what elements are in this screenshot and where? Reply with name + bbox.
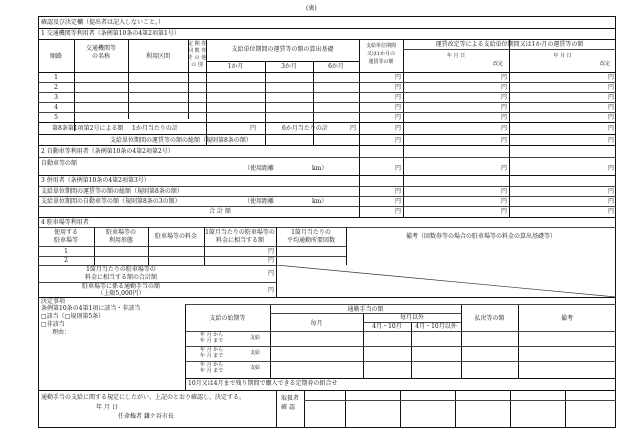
- parking-sum-label: 1箇月当たりの駐車場等の: [86, 266, 156, 273]
- combined-fare-label: 支給単位期間の運賃等の額の総額（規則第8条の額）: [41, 188, 183, 195]
- fare-total-label: 支給単位期間の運賃等の額の総額（規則第8条の額）: [110, 137, 252, 144]
- col-unit-fare: 支給単位期間: [365, 43, 396, 49]
- pass-combination-label: 10月又は4月まで残り期間で購入できる定期券の組合せ: [188, 380, 338, 387]
- decision-clause: 条例第10条の4第1項に該当・非該当: [41, 305, 141, 312]
- per-6-month-label: 6か月当たりの計: [282, 125, 328, 132]
- col-parking-form: 駐車場等の: [105, 229, 136, 236]
- decision-reason: 理由：: [52, 329, 71, 336]
- handler-confirm-label: 確 認: [281, 404, 295, 411]
- col-parking-note: 備考（回数券等の場合の駐車場等の料金の算出基礎等）: [405, 233, 556, 240]
- unused-area-strike: [276, 265, 616, 297]
- row-4: 4: [54, 104, 58, 111]
- car-section-title: 2 自動車等利用者（条例第10条の4第2項第2号）: [41, 148, 174, 155]
- col-6-month: 6か月: [328, 63, 344, 70]
- combined-car-label: 支給単位期間の自動車等の額（規則第8条の3の額）: [41, 198, 181, 205]
- col-transit-name: 交通機関等: [85, 45, 116, 52]
- change-date-2: 年 月 日: [553, 53, 572, 59]
- col-fare-basis: 支給単位期間の運賃等の額の算出基礎: [231, 46, 334, 53]
- col-refund: 払戻等の額: [474, 315, 505, 322]
- col-apr-oct: 4月・10月: [372, 323, 402, 330]
- col-start-date: 支給の始期等: [209, 315, 246, 322]
- col-route: 利用区間: [145, 53, 170, 60]
- row-5: 5: [54, 114, 58, 121]
- parking-section-title: 4 駐車場等利用者: [41, 219, 89, 226]
- clause-8-label: 第8条第1項第2号による額: [52, 125, 124, 132]
- confirm-statement: 通勤手当の支給に関する規定にしたがい、上記のとおり確認し、決定する。: [41, 394, 246, 401]
- col-1-month: 1か月: [227, 63, 244, 70]
- change-date-1: 年 月 日: [446, 53, 466, 59]
- col-parking-used: 使用する: [53, 229, 78, 236]
- col-ticket-type: 定 期 券: [188, 41, 207, 47]
- col-3-month: 3か月: [281, 63, 297, 70]
- row-1: 1: [54, 74, 58, 81]
- confirm-section-title: 確認及び決定欄（提出者は記入しないこと。）: [41, 19, 165, 26]
- row-2: 2: [54, 84, 58, 91]
- decision-applicable: □該当（□規則第5条）: [41, 313, 105, 320]
- transit-section-title: 1 交通機関等利用者（条例第10条の4第2項第1号）: [41, 30, 180, 37]
- combined-section-title: 3 併用者（条例第10条の4第2項第3号）: [41, 177, 150, 184]
- parking-row-1: 1: [64, 248, 68, 255]
- col-fare-change: 運賃改定等による支給単位期間又は1か月の運賃等の額: [435, 41, 584, 48]
- row-3: 3: [54, 94, 58, 101]
- decision-not-applicable: □非該当: [41, 321, 65, 328]
- form-page: (裏) 確認及び決定欄（提出者は記入しないこと。） 1 交通機関等利用者（条例第10条の4第2項第1号） 順路 交通機関等 の名称 利用区間 定 期 券 回 数 券 そ の 他 の 別 支給単位期間の運賃等の額の算出基礎 1か月 3か月 6か月 支給単位期間 又は1か月の 運賃等の額 運賃改定等による支給単位期間又は1か月の運賃等の額 年 月 日 改定 年 月 日 改定 1 2 3 4 5 円 円 円 円 円 円 円 円 円 円 円 円 円 円 円 第8条第1項第2号による額 1か月当たりの計 円 6か月当たりの計 円 円 円 円 支給単位期間の運賃等の額の総額（規則第8条の額） 円 円 円 2 自動車等利用者（条例第10条の4第2項第2号） 自動車等の額 （使用距離 km） 円 円 円 3 併用者（条例第10条の4第2項第3号） 支給単位期間の運賃等の額の総額（規則第8条の額） 支給単位期間の自動車等の額（規則第8条の3の額） （使用距離 km） 合 計 額 円 円 円 円 円 円 円 円 円 4 駐車場等利用者 使用する 駐車場等 駐車場等の 利用形態 駐車場等の料金 1箇月当たりの駐車場等の 料金に相当する額 1箇月当たりの 平均通勤所要回数 備考（回数券等の場合の駐車場等の料金の算出基礎等） 1 2 円 円 1箇月当たりの駐車場等の 料金に相当する額の合計額 円 駐車場等に係る通勤手当の額 （上限5,000円） 円 決定事項 条例第10条の4第1項に該当・非該当 □該当（□規則第5条） □非該当 理由： 支給の始期等 通勤手当の額 毎月 毎月以外 4月・10月 4月・10月以外 払戻等の額 備考 年 月 から 年 月 まで 支給 年 月 から 年 月 まで 支給 年 月 から 年 月 まで 支給 10月又は4月まで残り期間で購入できる定期券の組合せ 通勤手当の支給に関する規定にしたがい、上記のとおり確認し、決定する。 年 月 日 任命権者 鎌ケ谷市長 取扱者 確 認: [0, 0, 630, 439]
- side-label: (裏): [306, 5, 317, 12]
- decision-title: 決定事項: [41, 298, 66, 305]
- col-parking-monthly: 1箇月当たりの駐車場等の: [205, 229, 275, 236]
- col-monthly: 毎月: [310, 320, 323, 327]
- col-commute-amount: 通勤手当の額: [347, 306, 384, 313]
- decision-date: 年 月 日: [96, 404, 118, 411]
- col-order: 順路: [49, 53, 62, 60]
- col-other-months: 4月・10月以外: [415, 323, 457, 330]
- handler-label: 取扱者: [281, 395, 300, 402]
- combined-total-label: 合 計 額: [209, 208, 231, 215]
- parking-limit-label: 駐車場等に係る通勤手当の額: [81, 283, 160, 290]
- appointer-label: 任命権者 鎌ケ谷市長: [118, 413, 174, 420]
- per-month-label: 1か月当たりの計: [132, 125, 178, 132]
- car-amount-label: 自動車等の額: [41, 160, 78, 167]
- col-decision-note: 備考: [560, 315, 573, 322]
- parking-row-2: 2: [64, 257, 68, 264]
- col-non-monthly: 毎月以外: [399, 314, 424, 321]
- col-parking-fee: 駐車場等の料金: [154, 233, 197, 240]
- col-avg-commute: 1箇月当たりの: [291, 229, 331, 236]
- car-distance-label: （使用距離: [244, 165, 275, 172]
